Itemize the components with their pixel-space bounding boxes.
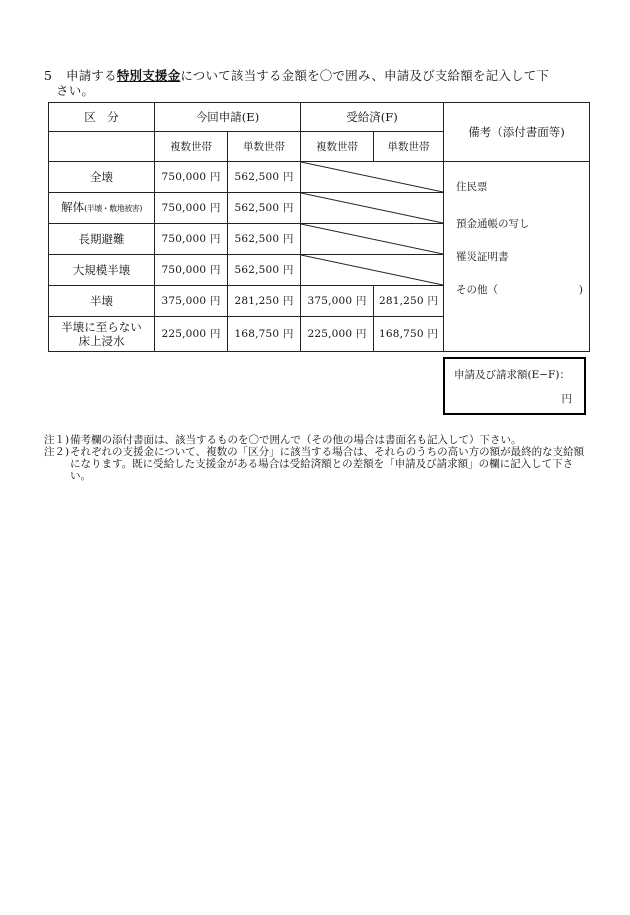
header-current-multi: 複数世帯 — [155, 132, 228, 162]
attachment-bankbook-copy[interactable]: 預金通帳の写し — [456, 218, 530, 230]
note-text: それぞれの支援金について、複数の「区分」に該当する場合は、それらのうちの高い方の額が最終的な支給額になります。既に受給した支援金がある場合は受給済額との差額を「申請及び請求額」の欄に記入して下さい。 — [70, 446, 585, 482]
not-applicable-slash — [301, 193, 444, 224]
heading-line-2: さい。 — [56, 83, 95, 98]
claim-amount-label: 申請及び請求額(E−F)： — [454, 369, 570, 381]
notes-section — [44, 434, 594, 482]
amount-current-single[interactable]: 562,500 円 — [228, 162, 301, 193]
amount-current-single[interactable]: 562,500 円 — [228, 255, 301, 286]
amount-current-multi[interactable]: 750,000 円 — [155, 224, 228, 255]
not-applicable-slash — [301, 255, 444, 286]
header-current-application: 今回申請(E) — [155, 103, 301, 132]
header-category: 区 分 — [49, 103, 155, 132]
header-received: 受給済(F) — [301, 103, 444, 132]
note-2 — [44, 446, 594, 482]
row-category: 全壊 — [49, 162, 155, 193]
row-category: 長期避難 — [49, 224, 155, 255]
claim-amount-unit: 円 — [561, 393, 572, 405]
row-category: 大規模半壊 — [49, 255, 155, 286]
amount-current-single[interactable]: 562,500 円 — [228, 193, 301, 224]
amount-received-single[interactable]: 168,750 円 — [374, 317, 444, 352]
header-current-single: 単数世帯 — [228, 132, 301, 162]
note-label: 注１) — [44, 434, 70, 446]
attachment-other[interactable]: その他（ — [456, 284, 498, 296]
row-category: 半壊に至らない 床上浸水 — [49, 317, 155, 352]
attachment-resident-card[interactable]: 住民票 — [456, 181, 488, 193]
not-applicable-slash — [301, 162, 444, 193]
amount-current-single[interactable]: 281,250 円 — [228, 286, 301, 317]
header-received-multi: 複数世帯 — [301, 132, 374, 162]
row-category: 半壊 — [49, 286, 155, 317]
attachment-other-close: ) — [578, 284, 583, 296]
header-received-single: 単数世帯 — [374, 132, 444, 162]
table-row — [49, 162, 590, 193]
note-label: 注２) — [44, 446, 70, 458]
row-category: 解体(半壊・敷地被害) — [49, 193, 155, 224]
amount-current-multi[interactable]: 750,000 円 — [155, 193, 228, 224]
amount-current-multi[interactable]: 375,000 円 — [155, 286, 228, 317]
note-text: 備考欄の添付書面は、該当するものを〇で囲んで（その他の場合は書面名も記入して）下さい。 — [70, 434, 522, 446]
amount-current-single[interactable]: 562,500 円 — [228, 224, 301, 255]
remarks-attachments — [444, 162, 590, 352]
section-heading — [44, 68, 594, 98]
amount-received-single[interactable]: 281,250 円 — [374, 286, 444, 317]
row-category-note: (半壊・敷地被害) — [84, 204, 142, 213]
amount-received-multi[interactable]: 225,000 円 — [301, 317, 374, 352]
note-1 — [44, 434, 594, 446]
not-applicable-slash — [301, 224, 444, 255]
support-amount-table — [48, 102, 590, 352]
claim-amount-box[interactable] — [443, 357, 586, 415]
amount-current-multi[interactable]: 750,000 円 — [155, 162, 228, 193]
attachment-disaster-certificate[interactable]: 罹災証明書 — [456, 251, 509, 263]
header-remarks: 備考（添付書面等) — [444, 103, 590, 162]
amount-received-multi[interactable]: 375,000 円 — [301, 286, 374, 317]
heading-text-pre: 申請する — [66, 68, 117, 83]
heading-emphasis: 特別支援金 — [116, 68, 181, 83]
section-number: 5 — [44, 68, 53, 83]
amount-current-single[interactable]: 168,750 円 — [228, 317, 301, 352]
header-category-blank — [49, 132, 155, 162]
heading-text-post: について該当する金額を〇で囲み、申請及び支給額を記入して下 — [180, 68, 550, 83]
amount-current-multi[interactable]: 225,000 円 — [155, 317, 228, 352]
amount-current-multi[interactable]: 750,000 円 — [155, 255, 228, 286]
